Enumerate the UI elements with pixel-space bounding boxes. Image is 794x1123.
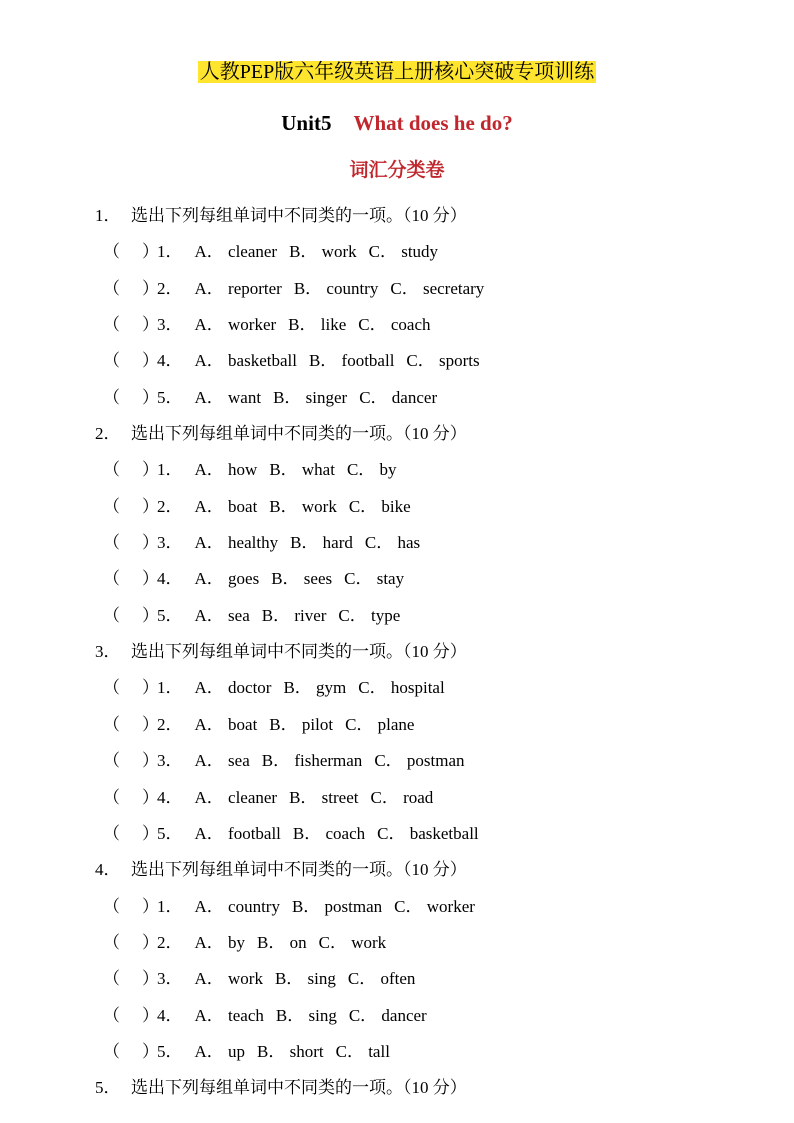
item-number: 4． — [157, 787, 183, 807]
question-options — [157, 561, 416, 597]
answer-blank-open[interactable]: （ — [103, 387, 120, 407]
item-number: 5． — [157, 387, 183, 407]
item-number: 2． — [157, 278, 183, 298]
option-b: B． like — [288, 315, 347, 335]
answer-blank-close: ） — [142, 678, 159, 698]
answer-blank-close: ） — [142, 569, 159, 589]
option-a: A． boat — [194, 496, 258, 516]
option-b: B． short — [257, 1041, 324, 1061]
option-a: A． healthy — [194, 533, 279, 553]
option-a: A． up — [194, 1041, 246, 1061]
unit-label: Unit5 — [281, 111, 332, 135]
answer-blank-close: ） — [142, 823, 159, 843]
question-item — [0, 271, 794, 307]
option-c: C． postman — [374, 751, 465, 771]
question-options — [157, 489, 423, 525]
answer-blank-open[interactable]: （ — [103, 496, 120, 516]
option-c: C． by — [346, 460, 397, 480]
item-number: 3． — [157, 751, 183, 771]
option-a: A． work — [194, 969, 263, 989]
option-b: B． coach — [292, 823, 366, 843]
answer-blank-close: ） — [142, 969, 159, 989]
question-list — [0, 198, 794, 1107]
question-item — [0, 1034, 794, 1070]
section-number: 5． — [95, 1078, 121, 1098]
answer-blank-close: ） — [142, 315, 159, 335]
option-b: B． street — [289, 787, 359, 807]
option-c: C． sports — [406, 351, 480, 371]
question-item — [0, 670, 794, 706]
question-item — [0, 452, 794, 488]
option-a: A． sea — [194, 605, 250, 625]
question-options — [157, 598, 412, 634]
question-item — [0, 889, 794, 925]
option-b: B． football — [308, 351, 395, 371]
option-c: C． dancer — [359, 387, 438, 407]
question-item — [0, 925, 794, 961]
question-options — [157, 307, 443, 343]
question-options — [157, 380, 449, 416]
option-b: B． country — [293, 278, 379, 298]
item-number: 2． — [157, 496, 183, 516]
section-instruction: 选出下列每组单词中不同类的一项。（10 分） — [131, 642, 467, 662]
option-b: B． singer — [273, 387, 348, 407]
answer-blank-close: ） — [142, 605, 159, 625]
option-a: A． doctor — [194, 678, 272, 698]
option-a: A． cleaner — [194, 787, 278, 807]
answer-blank-close: ） — [142, 533, 159, 553]
question-item — [0, 343, 794, 379]
option-a: A． country — [194, 896, 280, 916]
document-title: 人教PEP版六年级英语上册核心突破专项训练 — [199, 61, 595, 83]
question-options — [157, 343, 492, 379]
item-number: 2． — [157, 932, 183, 952]
option-c: C． often — [347, 969, 416, 989]
item-number: 4． — [157, 351, 183, 371]
option-b: B． sing — [275, 1005, 337, 1025]
answer-blank-close: ） — [142, 896, 159, 916]
answer-blank-close: ） — [142, 1005, 159, 1025]
option-c: C． secretary — [390, 278, 485, 298]
question-options — [157, 271, 496, 307]
question-item — [0, 707, 794, 743]
section-number: 3． — [95, 642, 121, 662]
answer-blank-open[interactable]: （ — [103, 823, 120, 843]
item-number: 1． — [157, 460, 183, 480]
section-heading — [0, 198, 794, 234]
section-number: 2． — [95, 424, 121, 444]
answer-blank-open[interactable]: （ — [103, 969, 120, 989]
option-b: B． work — [269, 496, 337, 516]
option-a: A． basketball — [194, 351, 297, 371]
option-c: C． worker — [394, 896, 475, 916]
question-item — [0, 780, 794, 816]
answer-blank-close: ） — [142, 460, 159, 480]
option-b: B． river — [261, 605, 327, 625]
section-instruction: 选出下列每组单词中不同类的一项。（10 分） — [131, 206, 467, 225]
option-c: C． stay — [344, 569, 405, 589]
answer-blank-open[interactable]: （ — [103, 1041, 120, 1061]
answer-blank-close: ） — [142, 387, 159, 407]
item-number: 3． — [157, 969, 183, 989]
option-c: C． basketball — [377, 823, 479, 843]
option-a: A． goes — [194, 569, 260, 589]
question-options — [157, 925, 398, 961]
section-number: 4． — [95, 860, 121, 880]
question-item — [0, 307, 794, 343]
question-item — [0, 961, 794, 997]
answer-blank-close: ） — [142, 714, 159, 734]
option-c: C． plane — [345, 714, 415, 734]
question-item — [0, 489, 794, 525]
option-a: A． worker — [194, 315, 277, 335]
item-number: 1． — [157, 678, 183, 698]
section-instruction: 选出下列每组单词中不同类的一项。（10 分） — [131, 860, 467, 880]
option-b: B． sees — [271, 569, 333, 589]
question-options — [157, 961, 427, 997]
answer-blank-close: ） — [142, 242, 159, 262]
question-options — [157, 743, 477, 779]
answer-blank-open[interactable]: （ — [103, 278, 120, 298]
section-instruction: 选出下列每组单词中不同类的一项。（10 分） — [131, 424, 467, 444]
question-item — [0, 234, 794, 270]
answer-blank-close: ） — [142, 1041, 159, 1061]
answer-blank-close: ） — [142, 278, 159, 298]
option-c: C． tall — [335, 1041, 390, 1061]
option-b: B． pilot — [269, 714, 334, 734]
option-b: B． gym — [283, 678, 347, 698]
option-c: C． road — [370, 787, 434, 807]
option-b: B． work — [289, 242, 357, 262]
answer-blank-close: ） — [142, 496, 159, 516]
question-options — [157, 707, 426, 743]
answer-blank-open[interactable]: （ — [103, 787, 120, 807]
item-number: 4． — [157, 569, 183, 589]
section-heading — [0, 852, 794, 888]
option-a: A． cleaner — [194, 242, 278, 262]
answer-blank-open[interactable]: （ — [103, 351, 120, 371]
option-c: C． has — [364, 533, 421, 553]
question-options — [157, 234, 450, 270]
item-number: 3． — [157, 533, 183, 553]
option-c: C． type — [338, 605, 401, 625]
option-c: C． study — [368, 242, 439, 262]
answer-blank-open[interactable]: （ — [103, 605, 120, 625]
answer-blank-open[interactable]: （ — [103, 460, 120, 480]
answer-blank-open[interactable]: （ — [103, 315, 120, 335]
section-heading — [0, 416, 794, 452]
option-a: A． sea — [194, 751, 250, 771]
question-item — [0, 998, 794, 1034]
answer-blank-close: ） — [142, 751, 159, 771]
question-item — [0, 598, 794, 634]
answer-blank-open[interactable]: （ — [103, 678, 120, 698]
answer-blank-open[interactable]: （ — [103, 751, 120, 771]
unit-title: What does he do? — [353, 111, 513, 135]
option-b: B． sing — [274, 969, 336, 989]
section-heading — [0, 634, 794, 670]
answer-blank-open[interactable]: （ — [103, 1005, 120, 1025]
option-a: A． how — [194, 460, 258, 480]
option-c: C． coach — [358, 315, 431, 335]
answer-blank-open[interactable]: （ — [103, 932, 120, 952]
question-options — [157, 998, 439, 1034]
answer-blank-open[interactable]: （ — [103, 714, 120, 734]
option-c: C． hospital — [358, 678, 445, 698]
option-a: A． by — [194, 932, 246, 952]
item-number: 5． — [157, 605, 183, 625]
question-options — [157, 452, 409, 488]
option-a: A． boat — [194, 714, 258, 734]
question-options — [157, 889, 487, 925]
option-b: B． fisherman — [261, 751, 363, 771]
option-c: C． bike — [348, 496, 411, 516]
option-b: B． what — [269, 460, 335, 480]
answer-blank-close: ） — [142, 932, 159, 952]
answer-blank-open[interactable]: （ — [103, 896, 120, 916]
option-b: B． on — [257, 932, 307, 952]
answer-blank-open[interactable]: （ — [103, 242, 120, 262]
worksheet-subtitle: 词汇分类卷 — [349, 159, 445, 181]
question-item — [0, 380, 794, 416]
item-number: 4． — [157, 1005, 183, 1025]
item-number: 5． — [157, 1041, 183, 1061]
option-c: C． dancer — [348, 1005, 427, 1025]
question-options — [157, 670, 457, 706]
answer-blank-open[interactable]: （ — [103, 533, 120, 553]
question-item — [0, 561, 794, 597]
section-number: 1． — [95, 206, 121, 225]
answer-blank-close: ） — [142, 351, 159, 371]
item-number: 3． — [157, 315, 183, 335]
question-options — [157, 816, 491, 852]
question-item — [0, 816, 794, 852]
question-options — [157, 780, 445, 816]
question-item — [0, 525, 794, 561]
answer-blank-close: ） — [142, 787, 159, 807]
option-b: B． hard — [290, 533, 353, 553]
item-number: 2． — [157, 714, 183, 734]
item-number: 1． — [157, 896, 183, 916]
item-number: 1． — [157, 242, 183, 262]
item-number: 5． — [157, 823, 183, 843]
option-a: A． teach — [194, 1005, 264, 1025]
question-options — [157, 525, 432, 561]
option-b: B． postman — [291, 896, 383, 916]
section-heading — [0, 1070, 794, 1106]
section-instruction: 选出下列每组单词中不同类的一项。（10 分） — [131, 1078, 467, 1098]
question-options — [157, 1034, 402, 1070]
document-title-banner — [0, 56, 794, 88]
option-c: C． work — [318, 932, 387, 952]
option-a: A． want — [194, 387, 262, 407]
question-item — [0, 743, 794, 779]
answer-blank-open[interactable]: （ — [103, 569, 120, 589]
unit-heading — [0, 108, 794, 138]
option-a: A． reporter — [194, 278, 282, 298]
option-a: A． football — [194, 823, 281, 843]
